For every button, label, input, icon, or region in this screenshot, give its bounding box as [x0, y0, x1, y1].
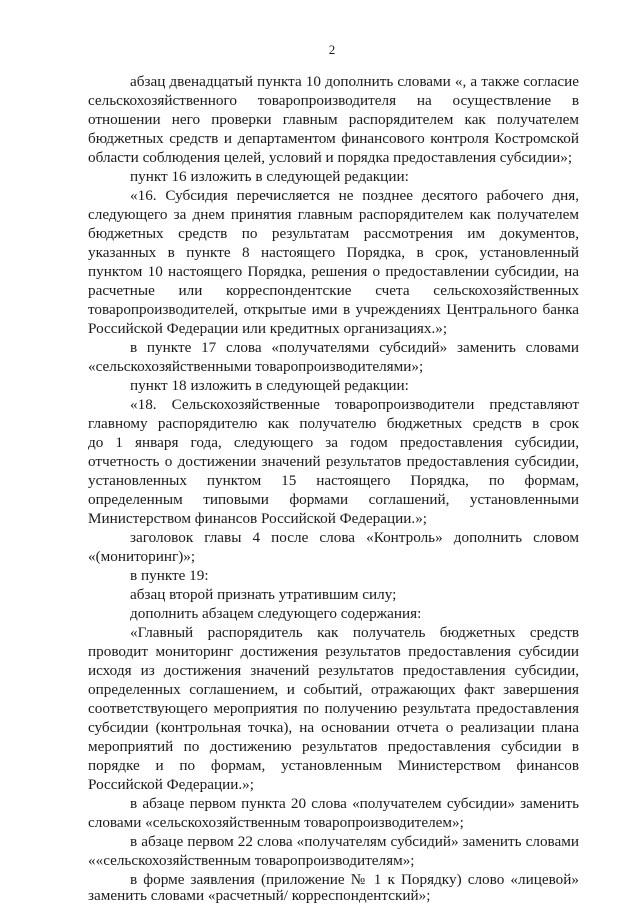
text-line: пункт 18 изложить в следующей редакции: [130, 377, 409, 394]
text-line: абзац второй признать утратившим силу; [130, 586, 397, 603]
text-line: Российской Федерации.»; [88, 776, 254, 793]
text-line: определенным типовыми формами соглашений, установленными [88, 491, 579, 508]
text-line: отчетность о достижении значений результатов предоставления субсидии, [88, 453, 579, 470]
text-line: в пункте 17 слова «получателями субсидий» заменить словами [130, 339, 579, 356]
text-line: указанных в пункте 8 настоящего Порядка, в срок, установленный [88, 244, 579, 261]
text-line: мероприятий по достижению результатов предоставления субсидии в [88, 738, 579, 755]
text-line: соответствующего мероприятия по получению результата предоставления [88, 700, 579, 717]
text-line: пункт 16 изложить в следующей редакции: [130, 168, 409, 185]
text-line: сельскохозяйственного товаропроизводителя на осуществление в [88, 92, 579, 109]
text-line: словами «сельскохозяйственным товаропроизводителем»; [88, 814, 464, 831]
text-line: субсидии (контрольная точка), на основании отчета о реализации плана [88, 719, 579, 736]
text-line: исходя из достижения значений результатов предоставления субсидии, [88, 662, 579, 679]
text-line: заголовок главы 4 после слова «Контроль» дополнить словом [130, 529, 579, 546]
text-line: Министерством финансов Российской Федерации.»; [88, 510, 428, 527]
text-line: пунктом 10 настоящего Порядка, решения о предоставлении субсидии, на [88, 263, 579, 280]
text-line: установленных пунктом 15 настоящего Порядка, по формам, [88, 472, 579, 489]
text-line: отношении него проверки главным распорядителем как получателем [88, 111, 579, 128]
page-number: 2 [328, 42, 336, 57]
text-line: бюджетных средств и департаментом финансового контроля Костромской [88, 130, 579, 147]
text-line: дополнить абзацем следующего содержания: [130, 605, 422, 622]
text-line: до 1 января года, следующего за годом предоставления субсидии, [88, 434, 579, 451]
text-line: в пункте 19: [130, 567, 209, 584]
text-line: Российской Федерации или кредитных организациях.»; [88, 320, 448, 337]
text-line: «Главный распорядитель как получатель бюджетных средств [130, 624, 579, 641]
text-line: товаропроизводителей, открытые ими в учреждениях Центрального банка [88, 301, 579, 318]
text-line: порядке и по формам, установленным Министерством финансов [88, 757, 579, 774]
text-line: в форме заявления (приложение № 1 к Порядку) слово «лицевой» [130, 871, 579, 888]
text-line: главному распорядителю как получателю бюджетных средств в срок [88, 415, 579, 432]
text-line: «18. Сельскохозяйственные товаропроизводители представляют [130, 396, 579, 413]
text-line: заменить словами «расчетный/ корреспондентский»; [88, 887, 431, 904]
text-line: бюджетных средств по результатам рассмотрения им документов, [88, 225, 579, 242]
text-line: в абзаце первом пункта 20 слова «получателем субсидии» заменить [130, 795, 579, 812]
text-line: ««сельскохозяйственным товаропроизводителям»; [88, 852, 415, 869]
text-line: в абзаце первом 22 слова «получателям субсидий» заменить словами [130, 833, 579, 850]
text-line: расчетные или корреспондентские счета сельскохозяйственных [88, 282, 579, 299]
text-line: области соблюдения целей, условий и порядка предоставления субсидии»; [88, 149, 573, 166]
text-line: проводит мониторинг достижения результатов предоставления субсидии [88, 643, 579, 660]
text-line: следующего за днем принятия главным распорядителем как получателем [88, 206, 579, 223]
text-line: «сельскохозяйственными товаропроизводителями»; [88, 358, 424, 375]
text-line: «16. Субсидия перечисляется не позднее десятого рабочего дня, [130, 187, 579, 204]
text-line: абзац двенадцатый пункта 10 дополнить словами «, а также согласие [130, 73, 579, 90]
text-line: «(мониторинг)»; [88, 548, 196, 565]
text-line: определенных соглашением, и событий, отражающих факт завершения [88, 681, 579, 698]
